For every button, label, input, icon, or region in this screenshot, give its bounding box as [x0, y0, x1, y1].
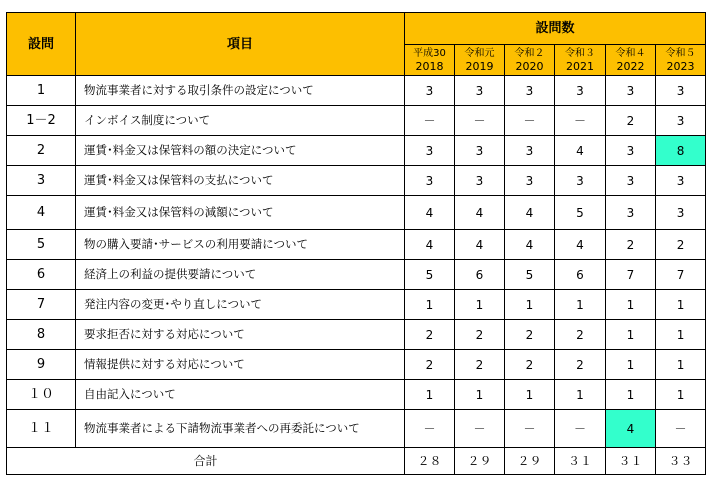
count-cell: 2 — [555, 350, 606, 380]
table-row — [7, 230, 706, 260]
count-cell: 3 — [505, 136, 555, 166]
table-row — [7, 350, 706, 380]
count-cell: 1 — [656, 350, 706, 380]
count-cell: 4 — [555, 230, 606, 260]
count-cell: 1 — [405, 380, 455, 410]
question-number: １０ — [7, 380, 76, 410]
count-cell: 1 — [606, 350, 656, 380]
header-year-2018: 平成30 2018 — [405, 45, 455, 76]
question-number: 2 — [7, 136, 76, 166]
count-cell: 3 — [555, 166, 606, 196]
question-number: 5 — [7, 230, 76, 260]
question-item: 物流事業者による下請物流事業者への再委託について — [76, 410, 405, 448]
count-cell: － — [555, 106, 606, 136]
question-number: 3 — [7, 166, 76, 196]
question-item: 運賃･料金又は保管料の額の決定について — [76, 136, 405, 166]
question-item: 経済上の利益の提供要請について — [76, 260, 405, 290]
count-cell: 3 — [606, 166, 656, 196]
header-year-2021: 令和３ 2021 — [555, 45, 606, 76]
header-question: 設問 — [7, 13, 76, 76]
total-cell: ３３ — [656, 448, 706, 475]
count-cell: 4 — [555, 136, 606, 166]
count-cell: 2 — [455, 320, 505, 350]
count-cell: 3 — [455, 136, 505, 166]
question-item: 要求拒否に対する対応について — [76, 320, 405, 350]
count-cell: 3 — [656, 106, 706, 136]
count-cell: 3 — [455, 76, 505, 106]
count-cell: 4 — [505, 230, 555, 260]
count-cell: 1 — [656, 380, 706, 410]
total-row — [7, 448, 706, 475]
count-cell: 2 — [505, 350, 555, 380]
count-cell: 2 — [555, 320, 606, 350]
count-cell-highlighted: 4 — [606, 410, 656, 448]
header-year-2020: 令和２ 2020 — [505, 45, 555, 76]
count-cell: 3 — [455, 166, 505, 196]
count-cell: 3 — [405, 166, 455, 196]
count-cell: 4 — [455, 196, 505, 230]
count-cell: 1 — [555, 290, 606, 320]
count-cell: 6 — [555, 260, 606, 290]
count-cell: 3 — [656, 196, 706, 230]
count-cell: 2 — [405, 320, 455, 350]
table-row — [7, 320, 706, 350]
question-item: インボイス制度について — [76, 106, 405, 136]
count-cell: 7 — [606, 260, 656, 290]
count-cell: 2 — [405, 350, 455, 380]
count-cell: 1 — [606, 320, 656, 350]
count-cell: 3 — [405, 136, 455, 166]
count-cell: 5 — [555, 196, 606, 230]
question-item: 発注内容の変更･やり直しについて — [76, 290, 405, 320]
total-cell: ２９ — [455, 448, 505, 475]
count-cell: － — [505, 106, 555, 136]
count-cell: 3 — [405, 76, 455, 106]
count-cell: 1 — [505, 380, 555, 410]
table-row — [7, 106, 706, 136]
count-cell: 2 — [505, 320, 555, 350]
table-row — [7, 380, 706, 410]
count-cell: 7 — [656, 260, 706, 290]
count-cell: 2 — [606, 106, 656, 136]
count-cell: － — [505, 410, 555, 448]
count-cell: － — [405, 106, 455, 136]
count-cell: 5 — [405, 260, 455, 290]
total-cell: ３１ — [555, 448, 606, 475]
question-item: 運賃･料金又は保管料の支払について — [76, 166, 405, 196]
count-cell: 4 — [405, 230, 455, 260]
header-item: 項目 — [76, 13, 405, 76]
count-cell: 5 — [505, 260, 555, 290]
count-cell: 1 — [455, 290, 505, 320]
table-row — [7, 290, 706, 320]
count-cell: 1 — [555, 380, 606, 410]
count-cell: － — [555, 410, 606, 448]
total-cell: ３１ — [606, 448, 656, 475]
count-cell: 6 — [455, 260, 505, 290]
table-row — [7, 136, 706, 166]
total-cell: ２８ — [405, 448, 455, 475]
count-cell: 3 — [505, 166, 555, 196]
count-cell: － — [656, 410, 706, 448]
count-cell: 2 — [455, 350, 505, 380]
count-cell: 1 — [656, 290, 706, 320]
question-item: 情報提供に対する対応について — [76, 350, 405, 380]
header-year-2019: 令和元 2019 — [455, 45, 505, 76]
question-number: 1－2 — [7, 106, 76, 136]
count-cell: － — [455, 106, 505, 136]
count-cell: 1 — [606, 290, 656, 320]
count-cell: － — [405, 410, 455, 448]
question-item: 自由記入について — [76, 380, 405, 410]
header-year-2022: 令和４ 2022 — [606, 45, 656, 76]
count-cell: 3 — [656, 76, 706, 106]
count-cell: 1 — [606, 380, 656, 410]
count-cell: 4 — [405, 196, 455, 230]
table-row — [7, 166, 706, 196]
count-cell: 3 — [606, 136, 656, 166]
count-cell: 3 — [606, 196, 656, 230]
question-number: 9 — [7, 350, 76, 380]
survey-question-table — [6, 12, 706, 475]
question-number: １１ — [7, 410, 76, 448]
header-year-2023: 令和５ 2023 — [656, 45, 706, 76]
question-number: 1 — [7, 76, 76, 106]
count-cell: 3 — [505, 76, 555, 106]
count-cell: 1 — [405, 290, 455, 320]
total-label: 合計 — [7, 448, 405, 475]
count-cell: 4 — [505, 196, 555, 230]
table-row — [7, 410, 706, 448]
count-cell: 1 — [505, 290, 555, 320]
question-item: 物の購入要請･サービスの利用要請について — [76, 230, 405, 260]
question-number: 4 — [7, 196, 76, 230]
header-question-count: 設問数 — [405, 13, 706, 45]
table-row — [7, 76, 706, 106]
count-cell: 3 — [555, 76, 606, 106]
count-cell: 2 — [656, 230, 706, 260]
count-cell: 1 — [455, 380, 505, 410]
count-cell: － — [455, 410, 505, 448]
question-number: 8 — [7, 320, 76, 350]
count-cell: 3 — [606, 76, 656, 106]
table-row — [7, 260, 706, 290]
count-cell: 1 — [656, 320, 706, 350]
table-row — [7, 196, 706, 230]
total-cell: ２９ — [505, 448, 555, 475]
count-cell: 3 — [656, 166, 706, 196]
count-cell: 2 — [606, 230, 656, 260]
count-cell: 4 — [455, 230, 505, 260]
question-number: 7 — [7, 290, 76, 320]
count-cell-highlighted: 8 — [656, 136, 706, 166]
question-item: 物流事業者に対する取引条件の設定について — [76, 76, 405, 106]
question-number: 6 — [7, 260, 76, 290]
question-item: 運賃･料金又は保管料の減額について — [76, 196, 405, 230]
